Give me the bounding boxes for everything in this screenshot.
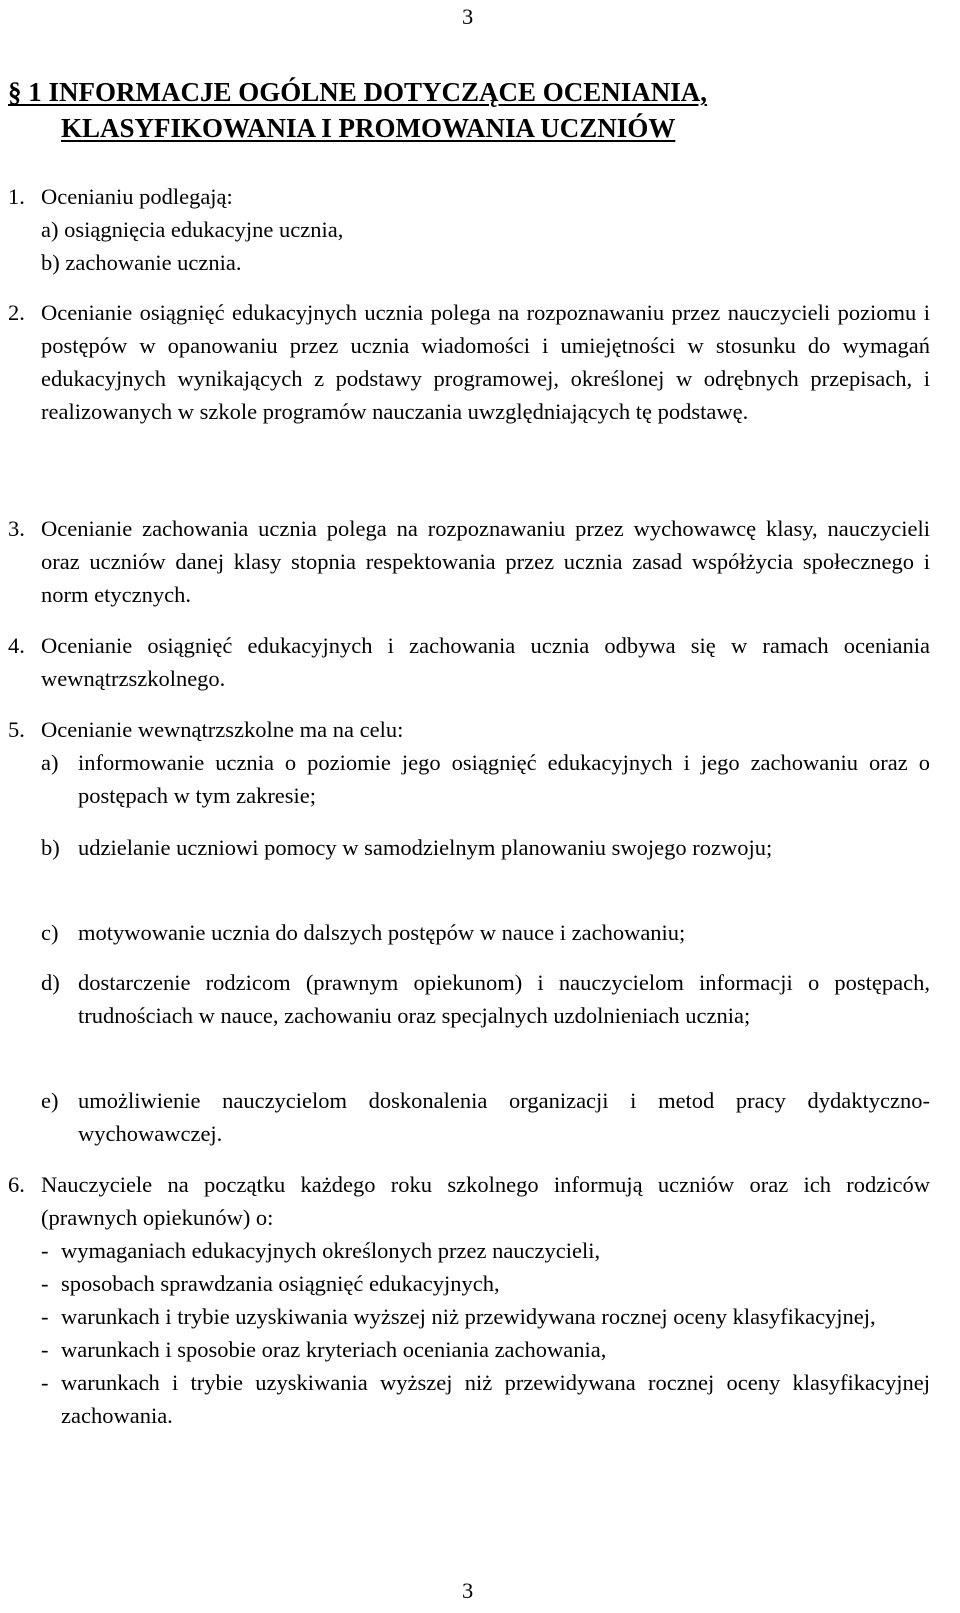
sub-item-letter: b) [41, 835, 60, 860]
sub-item-5d [8, 966, 930, 1032]
item-number: 4. [8, 633, 25, 658]
list-item-5 [8, 713, 930, 746]
sub-item-letter: a) [41, 750, 59, 775]
sub-item-a: a) osiągnięcia edukacyjne ucznia, [41, 217, 344, 242]
list-item-3 [8, 512, 930, 611]
section-heading [8, 74, 928, 146]
item-number: 6. [8, 1172, 25, 1197]
dash-item-text: warunkach i trybie uzyskiwania wyższej niż przewidywana rocznej oceny klasyfikacyjnej, [61, 1304, 876, 1329]
dash-bullet: - [41, 1370, 49, 1395]
heading-line-2: KLASYFIKOWANIA I PROMOWANIA UCZNIÓW [61, 113, 676, 143]
item-text: Ocenianie wewnątrzszkolne ma na celu: [41, 717, 404, 742]
sub-item-letter: d) [41, 970, 60, 995]
item-text: Ocenianie osiągnięć edukacyjnych i zachowania ucznia odbywa się w ramach oceniania wewnątrzszkolnego. [41, 633, 930, 691]
dash-bullet: - [41, 1238, 49, 1263]
dash-item-text: warunkach i trybie uzyskiwania wyższej niż przewidywana rocznej oceny klasyfikacyjnej zachowania. [61, 1370, 930, 1428]
sub-item-5a [8, 746, 930, 812]
list-item-6 [8, 1168, 930, 1432]
item-text: Ocenianie zachowania ucznia polega na rozpoznawaniu przez wychowawcę klasy, nauczycieli oraz uczniów danej klasy stopnia respektowania przez ucznia zasad współżycia społecznego i norm etycznych. [41, 516, 930, 607]
sub-item-5e [8, 1084, 930, 1150]
dash-item-text: wymaganiach edukacyjnych określonych przez nauczycieli, [61, 1238, 601, 1263]
sub-item-text: umożliwienie nauczycielom doskonalenia organizacji i metod pracy dydaktyczno-wychowawczej. [78, 1088, 930, 1146]
sub-item-text: informowanie ucznia o poziomie jego osiągnięć edukacyjnych i jego zachowaniu oraz o postępach w tym zakresie; [78, 750, 930, 808]
page-number-bottom: 3 [462, 1578, 474, 1603]
sub-item-5b [8, 831, 930, 864]
heading-line-1: § 1 INFORMACJE OGÓLNE DOTYCZĄCE OCENIANIA, [8, 77, 708, 107]
dash-bullet: - [41, 1304, 49, 1329]
item-number: 2. [8, 300, 25, 325]
sub-item-5c [8, 916, 930, 949]
sub-item-letter: e) [41, 1088, 59, 1113]
dash-bullet: - [41, 1271, 49, 1296]
sub-item-b: b) zachowanie ucznia. [41, 250, 242, 275]
dash-bullet: - [41, 1337, 49, 1362]
sub-item-text: dostarczenie rodzicom (prawnym opiekunom) i nauczycielom informacji o postępach, trudnościach w nauce, zachowaniu oraz specjalnych uzdolnieniach ucznia; [78, 970, 930, 1028]
item-number: 5. [8, 717, 25, 742]
item-number: 3. [8, 516, 25, 541]
sub-item-letter: c) [41, 920, 59, 945]
item-text: Ocenianie osiągnięć edukacyjnych ucznia polega na rozpoznawaniu przez nauczycieli poziomu i postępów w opanowaniu przez ucznia wiadomości i umiejętności w stosunku do wymagań edukacyjnych wynikających z podstawy programowej, określonej w odrębnych przepisach, i realizowanych w szkole programów nauczania uwzględniających tę podstawę. [41, 300, 930, 424]
list-item-1 [8, 180, 930, 279]
sub-item-text: udzielanie uczniowi pomocy w samodzielnym planowaniu swojego rozwoju; [78, 835, 773, 860]
list-item-2 [8, 296, 930, 428]
item-number: 1. [8, 184, 25, 209]
dash-item-text: warunkach i sposobie oraz kryteriach oceniania zachowania, [61, 1337, 607, 1362]
item-text: Ocenianiu podlegają: [41, 184, 233, 209]
page-number-top: 3 [462, 4, 474, 29]
sub-item-text: motywowanie ucznia do dalszych postępów w nauce i zachowaniu; [78, 920, 686, 945]
list-item-4 [8, 629, 930, 695]
item-text: Nauczyciele na początku każdego roku szkolnego informują uczniów oraz ich rodziców (prawnych opiekunów) o: [41, 1172, 930, 1230]
dash-item-text: sposobach sprawdzania osiągnięć edukacyjnych, [61, 1271, 500, 1296]
